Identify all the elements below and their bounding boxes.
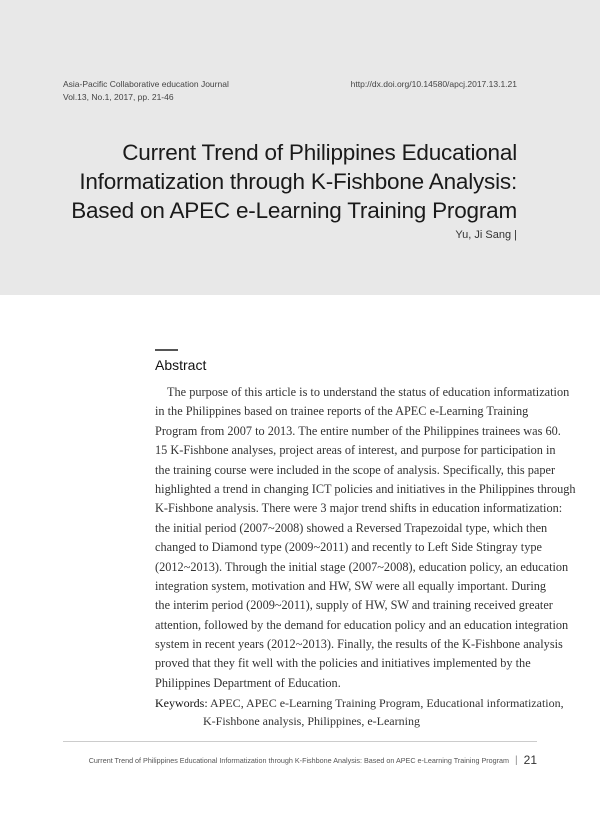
abstract-line: attention, followed by the demand for education policy and an education integration: [155, 617, 569, 632]
keywords-line: APEC, APEC e-Learning Training Program, Educational informatization,: [210, 696, 564, 710]
title-line: Current Trend of Philippines Educational: [122, 140, 517, 165]
abstract-line: system in recent years (2012~2013). Finally, the results of the K-Fishbone analysis: [155, 637, 563, 652]
abstract-line: in the Philippines based on trainee reports of the APEC e-Learning Training: [155, 404, 529, 419]
abstract-line: the initial period (2007~2008) showed a Reversed Trapezoidal type, which then: [155, 520, 548, 535]
section-rule: [155, 349, 178, 351]
abstract-line: 15 K-Fishbone analyses, project areas of interest, and purpose for participation in: [155, 443, 556, 458]
journal-name: Asia-Pacific Collaborative education Journal: [63, 79, 229, 89]
abstract-line: proved that they fit well with the policies and initiatives implemented by the: [155, 656, 531, 671]
abstract-line: changed to Diamond type (2009~2011) and recently to Left Side Stingray type: [155, 540, 542, 555]
journal-info: [63, 78, 229, 104]
keywords-line: K-Fishbone analysis, Philippines, e-Learning: [203, 714, 420, 728]
abstract-line: highlighted a trend in changing ICT policies and initiatives in the Philippines through: [155, 481, 576, 496]
footer-separator: |: [515, 755, 518, 766]
abstract-body: [155, 383, 576, 693]
keywords-label: Keywords:: [155, 696, 208, 710]
abstract-line: the training course were included in the scope of analysis. Specifically, this paper: [155, 462, 556, 477]
page-number: 21: [523, 753, 537, 767]
footer: [89, 753, 537, 767]
title-line: Based on APEC e-Learning Training Program: [71, 198, 517, 223]
abstract-line: Philippines Department of Education.: [155, 675, 341, 690]
running-title: Current Trend of Philippines Educational Informatization through K-Fishbone Analysis: Based on APEC e-Learning Training Program: [88, 756, 510, 765]
paper-title: [71, 138, 517, 225]
abstract-line: the interim period (2009~2011), supply of HW, SW and training received greater: [155, 598, 553, 613]
title-line: Informatization through K-Fishbone Analysis:: [79, 169, 517, 194]
abstract-line: K-Fishbone analysis. There were 3 major trend shifts in education informatization:: [155, 501, 563, 516]
footer-rule: [63, 741, 537, 742]
abstract-line: Program from 2007 to 2013. The entire number of the Philippines trainees was 60.: [155, 423, 561, 438]
abstract-line: integration system, motivation and HW, SW were all equally important. During: [155, 578, 547, 593]
doi-link[interactable]: http://dx.doi.org/10.14580/apcj.2017.13.1.21: [350, 79, 517, 89]
keywords: [155, 694, 564, 730]
journal-volume: Vol.13, No.1, 2017, pp. 21-46: [63, 92, 174, 102]
author: Yu, Ji Sang |: [455, 229, 517, 241]
abstract-heading: Abstract: [155, 357, 207, 373]
abstract-line: The purpose of this article is to understand the status of education informatization: [167, 385, 570, 399]
abstract-line: (2012~2013). Through the initial stage (2007~2008), education policy, an education: [155, 559, 569, 574]
